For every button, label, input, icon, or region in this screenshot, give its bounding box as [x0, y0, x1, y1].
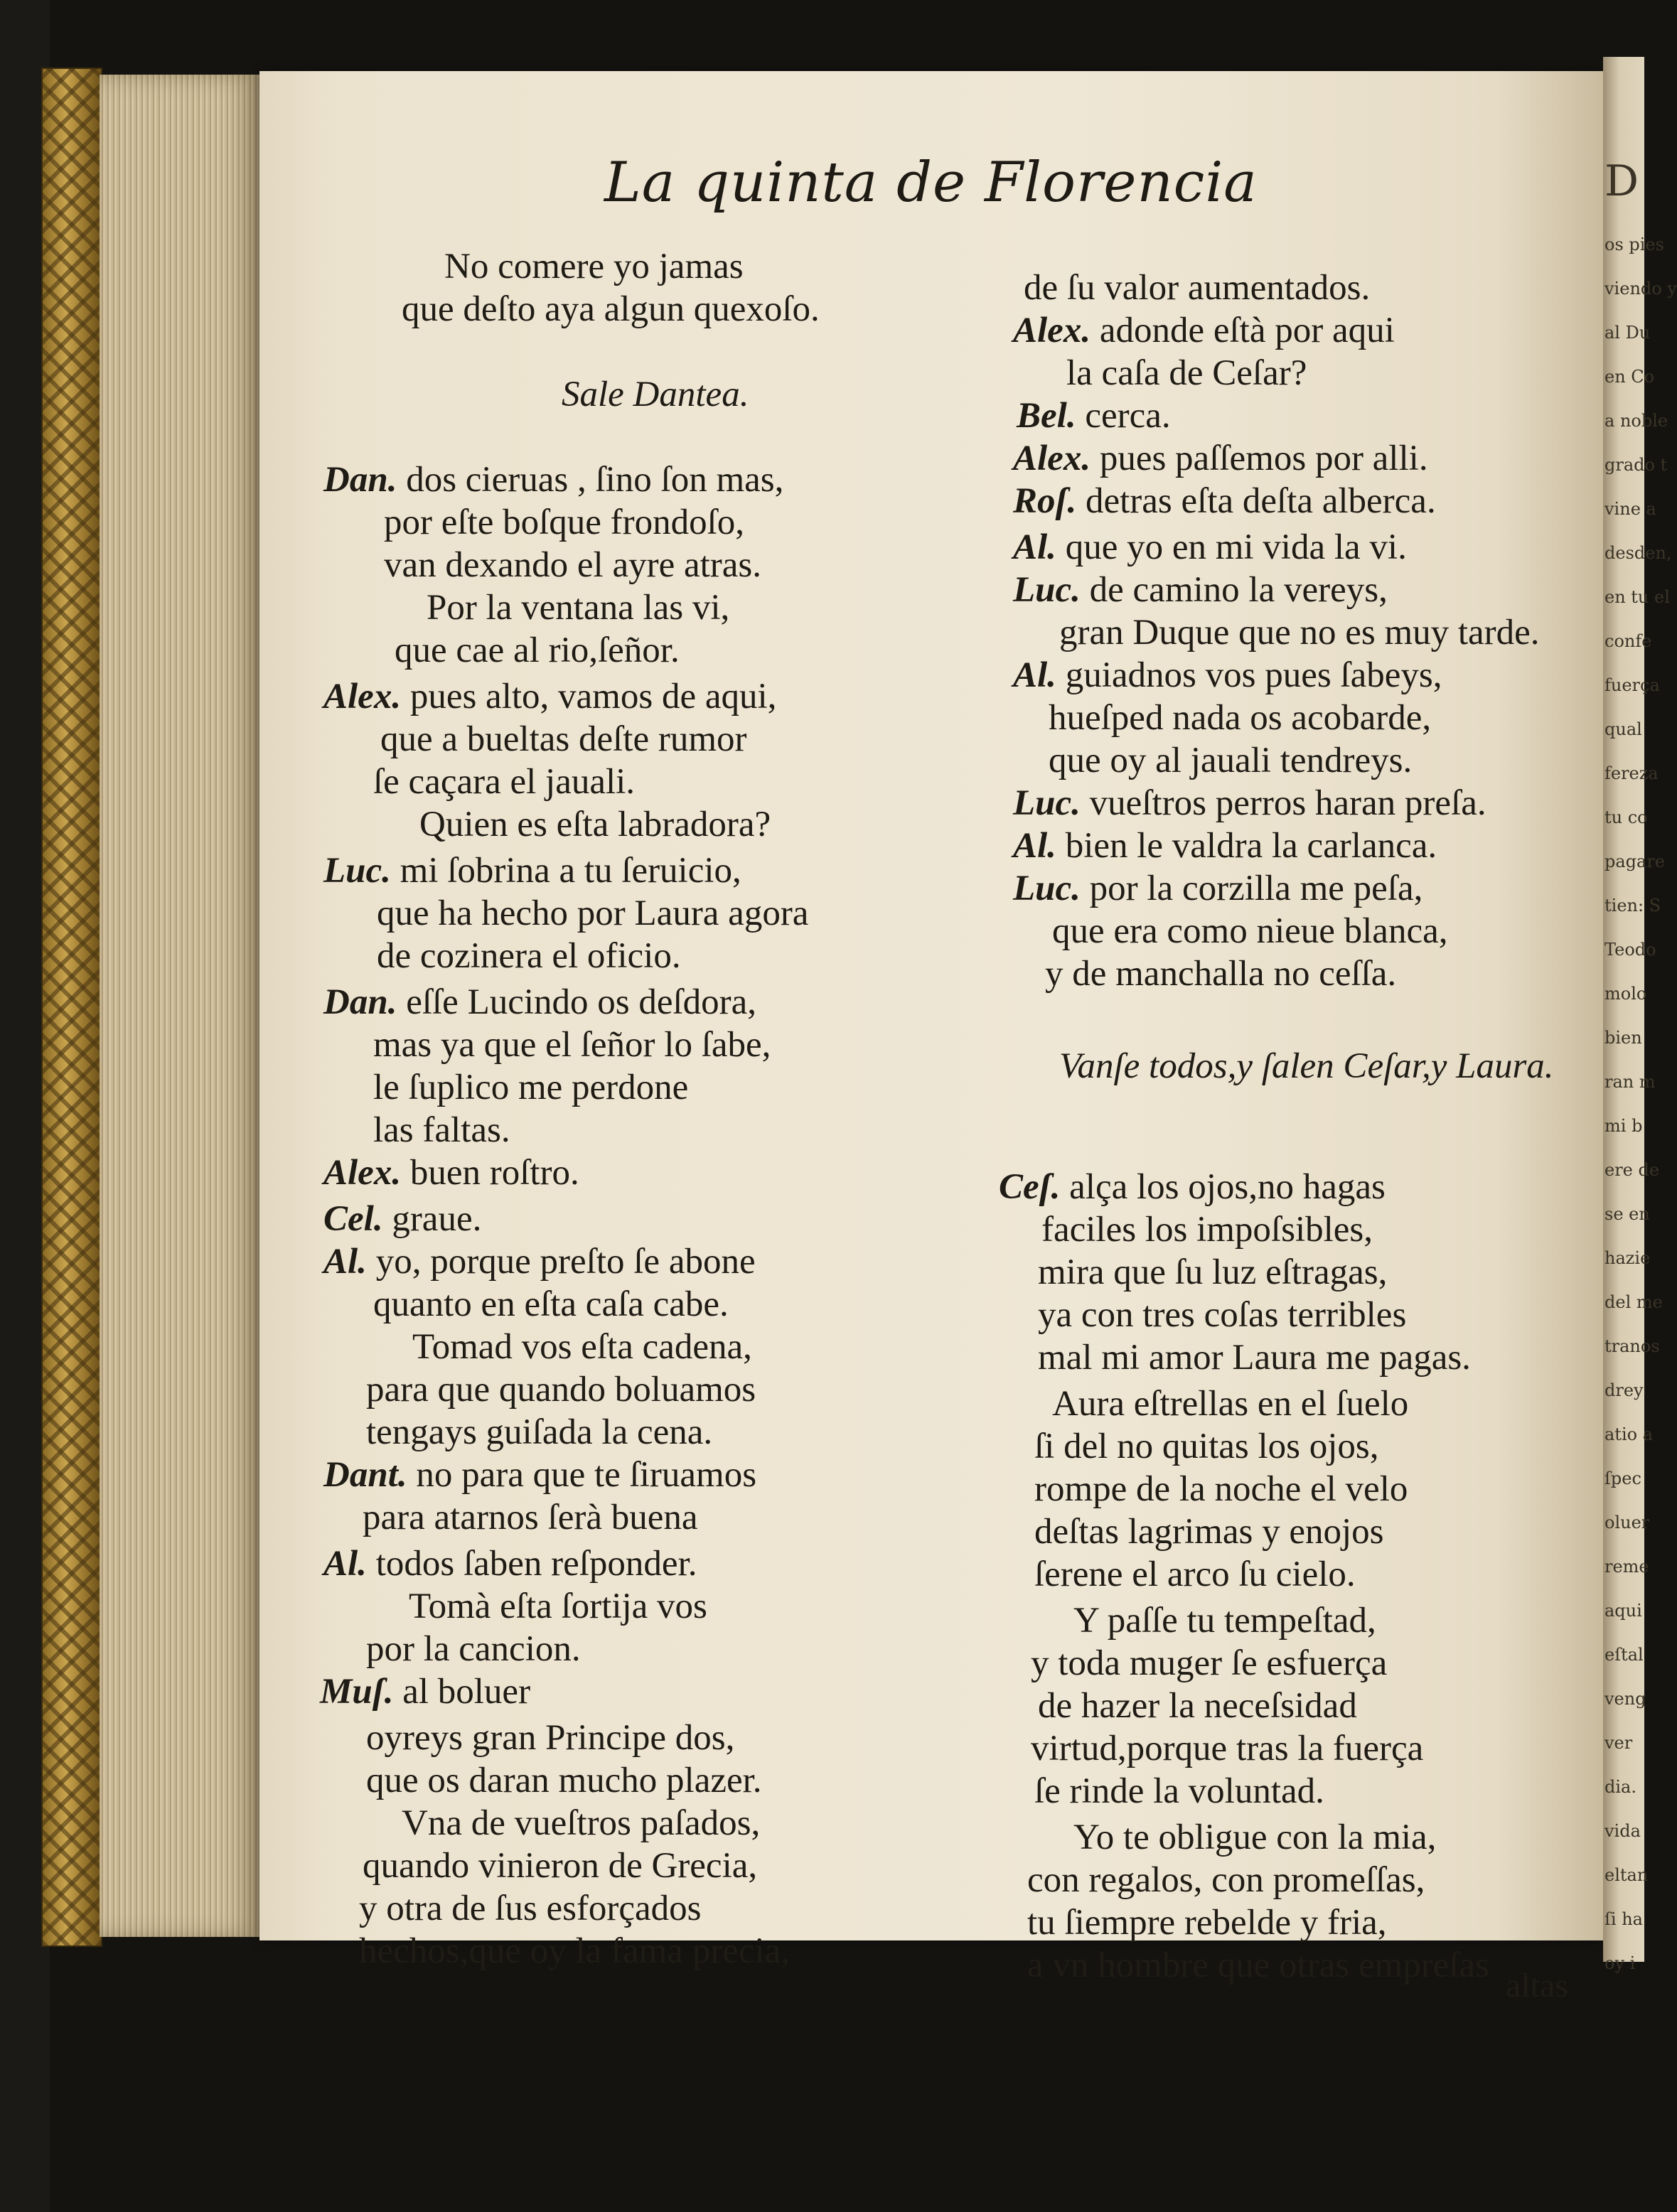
verse-text: le ſuplico me perdone [373, 1068, 689, 1107]
verse-text: alça los ojos,no hagas [1069, 1167, 1386, 1207]
verse-text: adonde eſtà por aqui [1099, 311, 1395, 350]
verse-text: Yo te obligue con la mia, [1073, 1818, 1437, 1857]
verse-text: Por la ventana las vi, [427, 588, 730, 628]
right-verse-line [1038, 1297, 1406, 1333]
facing-page-fragment: drey [1604, 1380, 1644, 1400]
verse-text: la caſa de Ceſar? [1066, 353, 1307, 393]
facing-page-fragment: tranos [1604, 1336, 1660, 1356]
left-verse-line [395, 630, 680, 670]
speaker-label: Al. [323, 1544, 376, 1584]
right-verse-line [1034, 1514, 1383, 1550]
verse-text: ya con tres coſas terribles [1038, 1295, 1407, 1335]
verse-text: hueſped nada os acobarde, [1049, 698, 1432, 738]
right-verse-line [1034, 1557, 1356, 1593]
right-verse-line [1073, 1820, 1436, 1856]
left-verse-line [320, 1674, 530, 1710]
facing-page-fragment: desden, [1604, 543, 1672, 563]
facing-page-fragment: Teodo [1604, 940, 1656, 960]
speaker-label: Alex. [1013, 311, 1100, 350]
verse-text: por la corzilla me peſa, [1089, 869, 1423, 908]
verse-text: bien le valdra la carlanca. [1065, 826, 1437, 866]
verse-text: por eſte boſque frondoſo, [384, 503, 745, 542]
facing-page-fragment: qual [1604, 719, 1642, 739]
verse-text: mira que ſu luz eſtragas, [1038, 1252, 1388, 1292]
page-block-edge [100, 75, 259, 1937]
right-verse-line [1013, 785, 1486, 822]
speaker-label: Muſ. [320, 1672, 403, 1712]
verse-text: que yo en mi vida la vi. [1065, 527, 1407, 567]
facing-page-fragment: ſpec [1604, 1469, 1641, 1488]
right-verse-line [1013, 572, 1388, 608]
left-verse-line [384, 505, 744, 541]
facing-page-fragment: dia. [1604, 1777, 1636, 1797]
verse-text: todos ſaben reſponder. [375, 1544, 697, 1584]
verse-text: rompe de la noche el velo [1034, 1469, 1408, 1509]
verse-text: quando vinieron de Grecia, [363, 1846, 758, 1886]
facing-page-fragment: fereza [1604, 763, 1659, 783]
facing-page-fragment: a noble [1604, 411, 1668, 431]
left-verse-line [363, 1500, 697, 1536]
right-verse-line [1017, 398, 1171, 434]
verse-text: guiadnos vos pues ſabeys, [1065, 655, 1442, 695]
left-verse-line [323, 1546, 697, 1582]
verse-text: dos cieruas , ſino ſon mas, [406, 460, 784, 500]
verse-text: quanto en eſta caſa cabe. [373, 1284, 729, 1324]
verse-text: Tomà eſta ſortija vos [409, 1586, 707, 1626]
right-verse-line [999, 1169, 1386, 1206]
facing-page-fragment: ver [1604, 1733, 1633, 1753]
facing-page-fragment: molo [1604, 984, 1647, 1004]
facing-page-fragment: tu co [1604, 807, 1648, 827]
facing-page-fragment: ere de [1604, 1160, 1660, 1180]
stage-direction: Sale Dantea. [562, 375, 749, 414]
right-verse-line [1034, 1429, 1379, 1465]
verse-text: y otra de ſus esforçados [359, 1889, 702, 1928]
verse-text: que deſto aya algun quexoſo. [402, 289, 820, 329]
verse-text: detras eſta deſta alberca. [1086, 481, 1436, 521]
speaker-label: Dan. [323, 982, 407, 1022]
right-verse-line [1027, 1862, 1425, 1899]
left-verse-line [444, 249, 744, 285]
verse-text: mi ſobrina a tu ſeruicio, [400, 851, 741, 891]
left-verse-line [366, 1631, 581, 1668]
left-verse-line [359, 1891, 702, 1927]
right-verse-line [1031, 1731, 1423, 1767]
left-verse-line [323, 1155, 579, 1191]
verse-text: mal mi amor Laura me pagas. [1038, 1338, 1471, 1378]
right-verse-line [1041, 1212, 1373, 1248]
verse-text: tu ſiempre rebelde y fria, [1027, 1903, 1387, 1943]
right-verse-line [1066, 355, 1307, 392]
facing-page-fragment: D [1604, 156, 1639, 206]
right-verse-line [1073, 1603, 1376, 1639]
right-verse-line [1031, 1645, 1387, 1682]
right-verse-line [1013, 441, 1428, 477]
left-verse-line [419, 807, 771, 843]
catchword: altas [1506, 1967, 1568, 2004]
speaker-label: Dan. [323, 460, 407, 500]
facing-page-fragment: oy i [1604, 1953, 1636, 1973]
left-verse-line [402, 1805, 760, 1842]
speaker-label: Luc. [1013, 783, 1090, 823]
speaker-label: Alex. [1013, 439, 1100, 478]
speaker-label: Roſ. [1013, 481, 1086, 521]
verse-text: No comere yo jamas [444, 247, 744, 286]
left-verse-line [384, 547, 761, 584]
verse-text: que a bueltas deſte rumor [380, 719, 747, 759]
speaker-label: Luc. [1013, 570, 1090, 610]
facing-page-fragment: vida [1604, 1821, 1641, 1841]
verse-text: cerca. [1085, 396, 1171, 436]
right-verse-line [1013, 483, 1436, 520]
verse-text: tengays guiſada la cena. [366, 1412, 713, 1452]
facing-page-edge [1603, 57, 1677, 1973]
right-verse-line [1049, 700, 1431, 736]
speaker-label: Luc. [323, 851, 400, 891]
verse-text: oyreys gran Principe dos, [366, 1718, 735, 1758]
left-verse-line [377, 893, 809, 933]
facing-page-fragment: viendo y [1604, 279, 1677, 299]
left-verse-line [562, 377, 749, 413]
left-verse-line [427, 590, 729, 626]
left-verse-line [359, 1933, 790, 1970]
left-verse-line [323, 1457, 756, 1493]
left-verse-line [373, 1027, 771, 1063]
verse-text: por la cancion. [366, 1629, 581, 1669]
right-verse-line [1038, 1252, 1388, 1292]
left-verse-line [323, 679, 776, 715]
verse-text: para atarnos ſerà buena [363, 1498, 698, 1537]
verse-text: al boluer [402, 1672, 531, 1712]
left-verse-line [380, 721, 746, 758]
left-verse-line [366, 1414, 712, 1451]
verse-text: ſe caçara el jauali. [373, 762, 636, 802]
right-verse-line [1013, 313, 1395, 349]
facing-page-fragment: en Co [1604, 367, 1655, 387]
verse-text: Aura eſtrellas en el ſuelo [1052, 1384, 1409, 1424]
left-verse-line [373, 1070, 688, 1106]
facing-page-fragment: veng [1604, 1689, 1646, 1709]
right-verse-line [1027, 1905, 1387, 1941]
verse-text: Quien es eſta labradora? [419, 805, 771, 844]
speaker-label: Al. [323, 1242, 376, 1282]
verse-text: para que quando boluamos [366, 1370, 756, 1410]
verse-text: a vn hombre que otras empreſas [1027, 1945, 1490, 1985]
left-verse-line [366, 1372, 756, 1408]
verse-text: de ſu valor aumentados. [1024, 268, 1371, 308]
facing-page-fragment: tien: S [1604, 896, 1661, 916]
left-verse-line [363, 1848, 757, 1884]
speaker-label: Luc. [1013, 869, 1090, 908]
facing-page-fragment: fuerça [1604, 675, 1660, 695]
facing-page-fragment: en tu el [1604, 587, 1670, 607]
left-verse-line [412, 1329, 752, 1365]
verse-text: vueſtros perros haran preſa. [1089, 783, 1486, 823]
speaker-label: Al. [1013, 527, 1066, 567]
left-verse-line [366, 1763, 762, 1799]
right-verse-line [1038, 1340, 1471, 1376]
verse-text: van dexando el ayre atras. [384, 545, 761, 585]
gilt-spine-decoration [41, 68, 102, 1947]
left-verse-line [402, 291, 820, 328]
facing-page-fragment: grado t [1604, 455, 1668, 475]
right-verse-line [1013, 527, 1407, 567]
verse-text: pues alto, vamos de aqui, [409, 677, 777, 716]
left-verse-line [366, 1720, 734, 1756]
right-verse-line [1013, 828, 1437, 864]
verse-text: Tomad vos eſta cadena, [412, 1327, 752, 1367]
right-verse-line [1049, 743, 1412, 779]
facing-page-fragment: ſi ha [1604, 1909, 1643, 1929]
speaker-label: Dant. [323, 1455, 417, 1495]
speaker-label: Alex. [323, 677, 410, 716]
verse-text: hechos,que oy la fama precia, [359, 1931, 791, 1971]
verse-text: virtud,porque tras la fuerça [1031, 1729, 1424, 1768]
speaker-label: Alex. [323, 1153, 410, 1193]
verse-text: pues paſſemos por alli. [1099, 439, 1428, 478]
speaker-label: Al. [1013, 655, 1066, 695]
verse-text: y de manchalla no ceſſa. [1045, 954, 1397, 994]
facing-page-fragment: confe [1604, 631, 1652, 651]
speaker-label: Cel. [323, 1199, 392, 1239]
facing-page-fragment: atio a [1604, 1424, 1654, 1444]
verse-text: que cae al rio,ſeñor. [395, 630, 680, 670]
right-verse-line [1027, 1945, 1490, 1985]
facing-page-fragment: hazie [1604, 1248, 1651, 1268]
facing-page-fragment: reme [1604, 1557, 1649, 1577]
running-head: La quinta de Florencia [604, 151, 1258, 215]
facing-page-fragment: oluer [1604, 1513, 1650, 1532]
verse-text: que os daran mucho plazer. [366, 1761, 762, 1800]
verse-text: de camino la vereys, [1089, 570, 1388, 610]
verse-text: buen roſtro. [409, 1153, 579, 1193]
right-verse-line [1059, 1048, 1554, 1085]
right-verse-line [1034, 1773, 1324, 1810]
verse-text: con regalos, con promeſſas, [1027, 1860, 1425, 1900]
verse-text: ſe rinde la voluntad. [1034, 1771, 1324, 1811]
right-verse-line [1024, 270, 1370, 306]
facing-page-fragment: pagare [1604, 852, 1666, 871]
verse-text: que ha hecho por Laura agora [377, 893, 809, 933]
speaker-label: Al. [1013, 826, 1066, 866]
verse-text: y toda muger ſe esfuerça [1031, 1643, 1388, 1683]
verse-text: faciles los impoſsibles, [1041, 1210, 1373, 1250]
verse-text: deſtas lagrimas y enojos [1034, 1512, 1384, 1552]
left-verse-line [323, 462, 783, 498]
left-verse-line [373, 1112, 510, 1149]
right-verse-line [1045, 956, 1396, 992]
speaker-label: Ceſ. [999, 1167, 1070, 1207]
verse-text: de hazer la neceſsidad [1038, 1686, 1357, 1726]
facing-page-fragment: os pies [1604, 235, 1664, 254]
facing-page-fragment: ran m [1604, 1072, 1656, 1092]
left-verse-line [323, 1201, 481, 1237]
verse-text: Y paſſe tu tempeſtad, [1073, 1601, 1376, 1641]
facing-page-fragment: eſtal [1604, 1645, 1644, 1665]
verse-text: ſerene el arco ſu cielo. [1034, 1555, 1356, 1594]
verse-text: graue. [392, 1199, 482, 1239]
verse-text: Vna de vueſtros paſados, [402, 1803, 761, 1843]
speaker-label: Bel. [1017, 396, 1086, 436]
left-verse-line [409, 1586, 707, 1626]
facing-page-fragment: mi b [1604, 1116, 1643, 1136]
left-verse-line [323, 984, 756, 1021]
right-verse-line [1052, 913, 1447, 950]
right-verse-line [1052, 1386, 1408, 1422]
verse-text: mas ya que el ſeñor lo ſabe, [373, 1025, 771, 1065]
left-verse-line [373, 764, 635, 800]
verse-text: las faltas. [373, 1110, 510, 1150]
verse-text: eſſe Lucindo os deſdora, [406, 982, 757, 1022]
left-verse-line [373, 1284, 729, 1324]
right-verse-line [1013, 871, 1422, 907]
right-verse-line [1034, 1471, 1408, 1508]
verse-text: gran Duque que no es muy tarde. [1059, 613, 1540, 653]
verse-text: que era como nieue blanca, [1052, 911, 1448, 951]
right-verse-line [1013, 657, 1442, 694]
right-verse-line [1038, 1688, 1357, 1724]
stage-direction: Vanſe todos,y ſalen Ceſar,y Laura. [1059, 1046, 1554, 1086]
right-verse-line [1059, 615, 1540, 651]
facing-page-fragment: al Du [1604, 323, 1651, 343]
verse-text: no para que te ſiruamos [416, 1455, 757, 1495]
facing-page-fragment: eltan [1604, 1865, 1649, 1885]
verse-text: ſi del no quitas los ojos, [1034, 1427, 1379, 1466]
verse-text: que oy al jauali tendreys. [1049, 741, 1413, 780]
verse-text: de cozinera el oficio. [377, 936, 681, 976]
left-verse-line [377, 938, 681, 975]
facing-page-fragment: aqui [1604, 1601, 1642, 1621]
facing-page-fragment: del me [1604, 1292, 1663, 1312]
facing-page-fragment: vine a [1604, 499, 1656, 519]
left-verse-line [323, 1244, 756, 1280]
facing-page-fragment: se en [1604, 1204, 1650, 1224]
verse-text: yo, porque preſto ſe abone [375, 1242, 756, 1282]
left-verse-line [323, 853, 741, 889]
facing-page-fragment: bien [1604, 1028, 1642, 1048]
